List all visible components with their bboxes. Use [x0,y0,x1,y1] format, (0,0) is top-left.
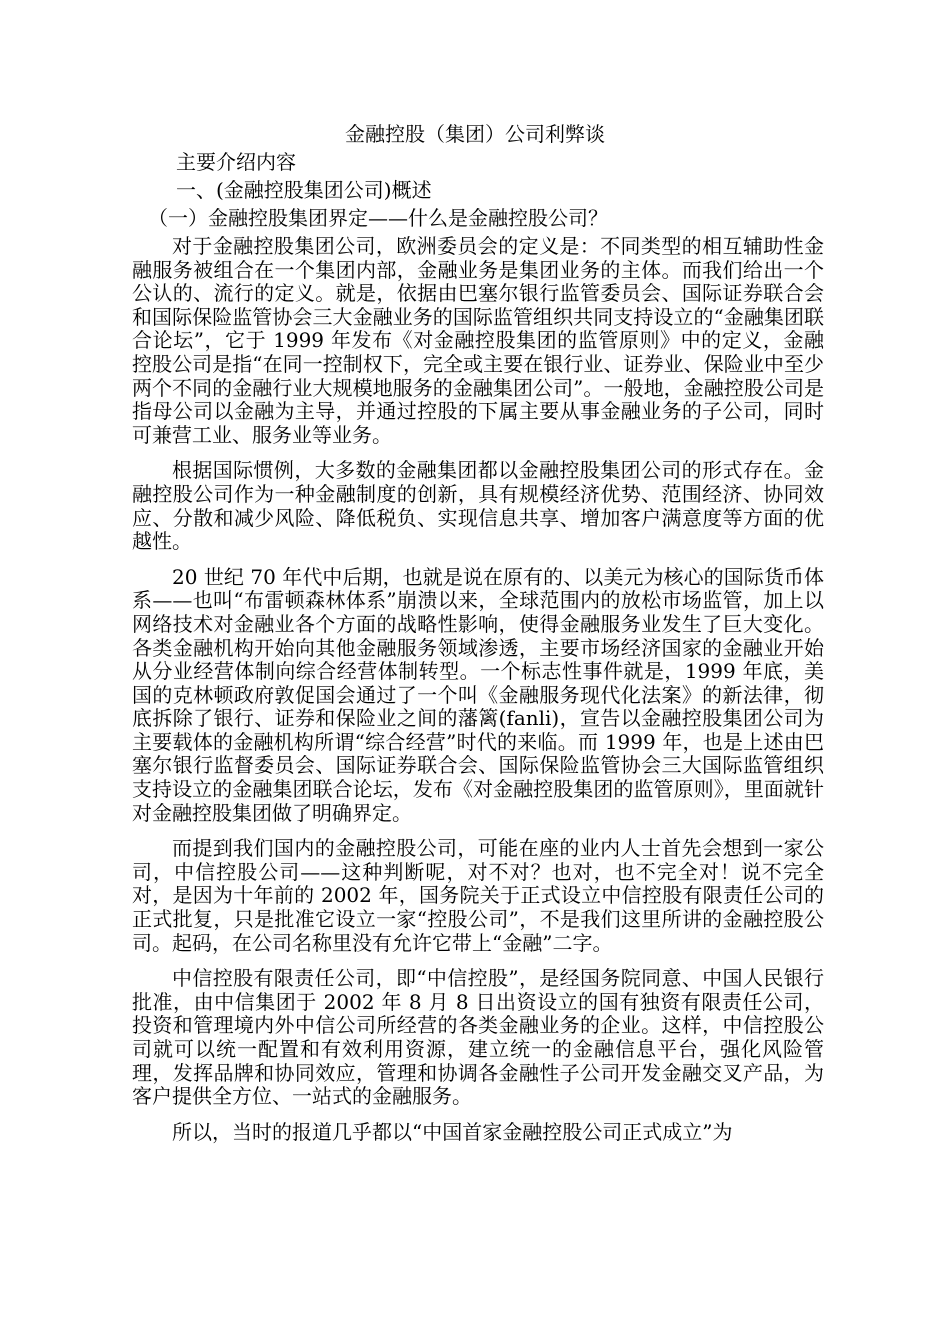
paragraph-domestic: 而提到我们国内的金融控股公司，可能在座的业内人士首先会想到一家公司，中信控股公司——这种判断呢，对不对？也对，也不完全对！说不完全对，是因为十年前的 2002 年，国务院关于正式设立中信控股有限责任公司的正式批复，只是批准它设立一家“控股公司”，不是我们这里所讲的金融控股公司。起码，在公司名称里没有允许它带上“金融”二字。 [132,836,824,955]
paragraph-definition: 对于金融控股集团公司，欧洲委员会的定义是：不同类型的相互辅助性金融服务被组合在一个集团内部，金融业务是集团业务的主体。而我们给出一个公认的、流行的定义。就是，依据由巴塞尔银行监管委员会、国际证券联合会和国际保险监管协会三大金融业务的国际监管组织共同支持设立的“金融集团联合论坛”，它于 1999 年发布《对金融控股集团的监管原则》中的定义，金融控股公司是指“在同一控制权下，完全或主要在银行业、证券业、保险业中至少两个不同的金融行业大规模地服务的金融集团公司”。一般地，金融控股公司是指母公司以金融为主导，并通过控股的下属主要从事金融业务的子公司，同时可兼营工业、服务业等业务。 [132,234,824,447]
paragraph-international-practice: 根据国际惯例，大多数的金融集团都以金融控股集团公司的形式存在。金融控股公司作为一种金融制度的创新，具有规模经济优势、范围经济、协同效应、分散和减少风险、降低税负、实现信息共享、增加客户满意度等方面的优越性。 [132,458,824,554]
document-title: 金融控股（集团）公司利弊谈 [345,122,605,146]
intro-heading: 主要介绍内容 [176,150,296,174]
paragraph-reports: 所以，当时的报道几乎都以“中国首家金融控股公司正式成立”为 [172,1119,733,1144]
section-heading: 一、(金融控股集团公司)概述 [176,178,432,202]
paragraph-history: 20 世纪 70 年代中后期，也就是说在原有的、以美元为核心的国际货币体系——也叫“布雷顿森林体系”崩溃以来，全球范围内的放松市场监管，加上以网络技术对金融业各个方面的战略性影响，使得金融服务业发生了巨大变化。各类金融机构开始向其他金融服务领域渗透，主要市场经济国家的金融业开始从分业经营体制向综合经营体制转型。一个标志性事件就是，1999 年底，美国的克林顿政府敦促国会通过了一个叫《金融服务现代化法案》的新法律，彻底拆除了银行、证券和保险业之间的藩篱(fanli)，宣告以金融控股集团公司为主要载体的金融机构所谓“综合经营”时代的来临。而 1999 年，也是上述由巴塞尔银行监督委员会、国际证券联合会、国际保险监管协会三大国际监管组织支持设立的金融集团联合论坛，发布《对金融控股集团的监管原则》，里面就针对金融控股集团做了明确界定。 [132,564,824,825]
paragraph-citic-holdings: 中信控股有限责任公司，即“中信控股”，是经国务院同意、中国人民银行批准，由中信集团于 2002 年 8 月 8 日出资设立的国有独资有限责任公司，投资和管理境内外中信公司所经营的各类金融业务的企业。这样，中信控股公司就可以统一配置和有效利用资源，建立统一的金融信息平台，强化风险管理，发挥品牌和协同效应，管理和协调各金融性子公司开发金融交叉产品，为客户提供全方位、一站式的金融服务。 [132,966,824,1109]
document-body [132,235,824,1156]
subsection-heading: （一）金融控股集团界定——什么是金融控股公司？ [148,206,608,230]
